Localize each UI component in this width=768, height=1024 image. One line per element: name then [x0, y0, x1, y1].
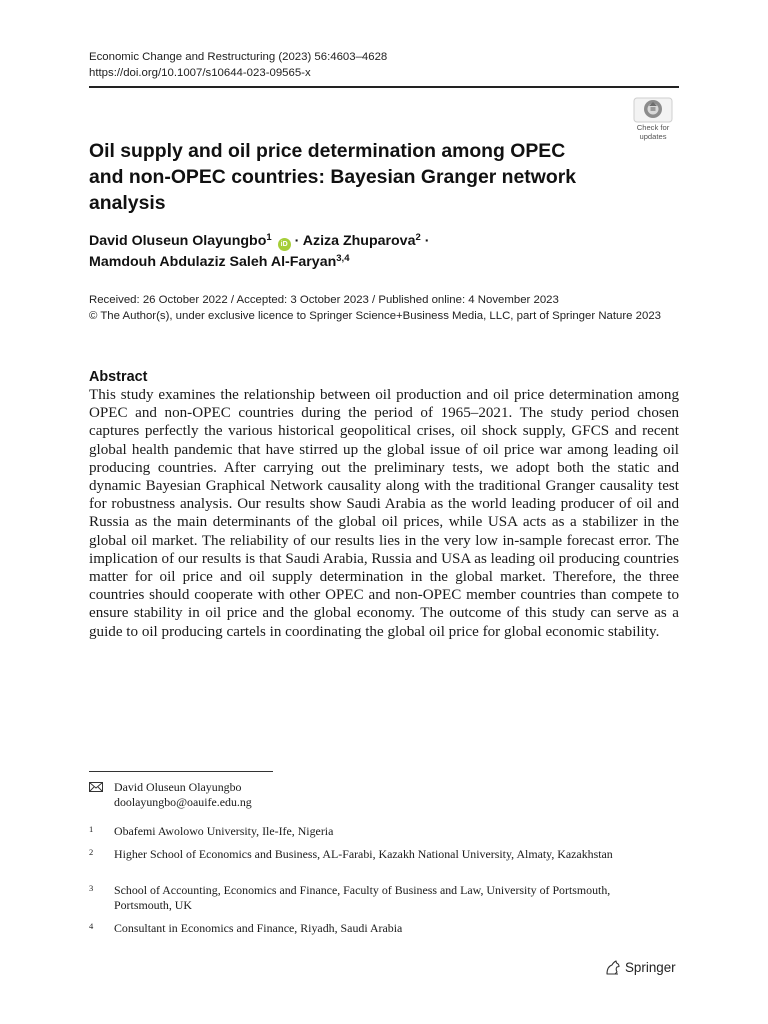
affiliation-number: 1 [89, 824, 94, 834]
corresponding-author-email[interactable]: doolayungbo@oauife.edu.ng [114, 795, 252, 809]
abstract-text: This study examines the relationship between oil production and oil price determination among OPEC and non-OPEC countries during the period of 1965–2021. The study period chosen captures perfectly the various historical geopolitical crises, oil shock supply, GFCS and recent global health pandemic that have stirred up the global issue of oil price war among leading oil producing countries. After carrying out the preliminary tests, we adopt both the static and dynamic Bayesian Graphical Network causality along with the traditional Granger causality test for robustness analysis. Our results show Saudi Arabia as the world leading producer of oil and Russia as the main determinants of the global oil prices, while USA acts as a stabilizer in the global oil market. The reliability of our results lies in the very low in-sample forecast error. The implication of our results is that Saudi Arabia, Russia and USA as leading oil producing countries matter for oil price and oil supply determination in the global market. Therefore, the three countries should cooperate with other OPEC and non-OPEC member countries than compete to ensure stability in oil price and the global economy. The outcome of this study can serve as a guide to oil producing cartels in coordinating the global oil price for global economic stability. [89, 387, 679, 640]
author-list [89, 231, 649, 273]
affiliation-number: 3 [89, 883, 94, 893]
affiliation-item [89, 847, 669, 862]
journal-citation: Economic Change and Restructuring (2023) 56:4603–4628 [89, 51, 388, 63]
history-dates: Received: 26 October 2022 / Accepted: 3 October 2023 / Published online: 4 November 2023 [89, 294, 559, 306]
affiliation-item [89, 921, 669, 936]
check-for-updates-label: Check for updates [636, 123, 670, 141]
affiliation-text: School of Accounting, Economics and Finance, Faculty of Business and Law, University of Portsmouth, Portsmouth, UK [114, 883, 611, 912]
check-for-updates-badge[interactable] [627, 97, 679, 143]
header-rule [89, 86, 679, 88]
author-affiliation-ref: 1 [266, 232, 272, 243]
author-affiliation-ref: 2 [415, 232, 421, 243]
springer-horse-icon [604, 960, 621, 976]
envelope-icon [89, 782, 103, 792]
author-name[interactable]: Mamdouh Abdulaziz Saleh Al-Faryan [89, 254, 337, 270]
affiliation-text: Consultant in Economics and Finance, Riyadh, Saudi Arabia [114, 921, 403, 935]
affiliation-text: Obafemi Awolowo University, Ile-Ife, Nigeria [114, 824, 334, 838]
article-title: Oil supply and oil price determination among OPEC and non-OPEC countries: Bayesian Granger network analysis [89, 140, 577, 214]
corresponding-author-name: David Oluseun Olayungbo [114, 780, 242, 794]
affiliation-number: 4 [89, 921, 94, 931]
orcid-icon[interactable]: iD [278, 238, 291, 251]
publisher-name: Springer [625, 960, 676, 975]
author-affiliation-ref: 3,4 [336, 253, 350, 264]
affiliation-item [89, 883, 669, 913]
author-separator: · [294, 233, 300, 249]
copyright-notice: © The Author(s), under exclusive licence to Springer Science+Business Media, LLC, part of Springer Nature 2023 [89, 310, 662, 322]
springer-logo [604, 959, 684, 977]
affiliation-item [89, 824, 669, 839]
author-separator: · [424, 233, 430, 249]
doi-link[interactable]: https://doi.org/10.1007/s10644-023-09565-x [89, 67, 311, 79]
abstract-heading: Abstract [89, 369, 148, 385]
author-line-2 [89, 252, 649, 273]
journal-header [89, 49, 609, 81]
footnote-rule [89, 771, 273, 772]
article-history [89, 292, 679, 324]
author-name[interactable]: Aziza Zhuparova [302, 233, 416, 249]
affiliation-number: 2 [89, 847, 94, 857]
author-name[interactable]: David Oluseun Olayungbo [89, 233, 267, 249]
author-line-1 [89, 231, 649, 252]
check-for-updates-icon [633, 97, 673, 123]
affiliation-text: Higher School of Economics and Business, AL-Farabi, Kazakh National University, Almaty, Kazakhstan [114, 847, 613, 861]
